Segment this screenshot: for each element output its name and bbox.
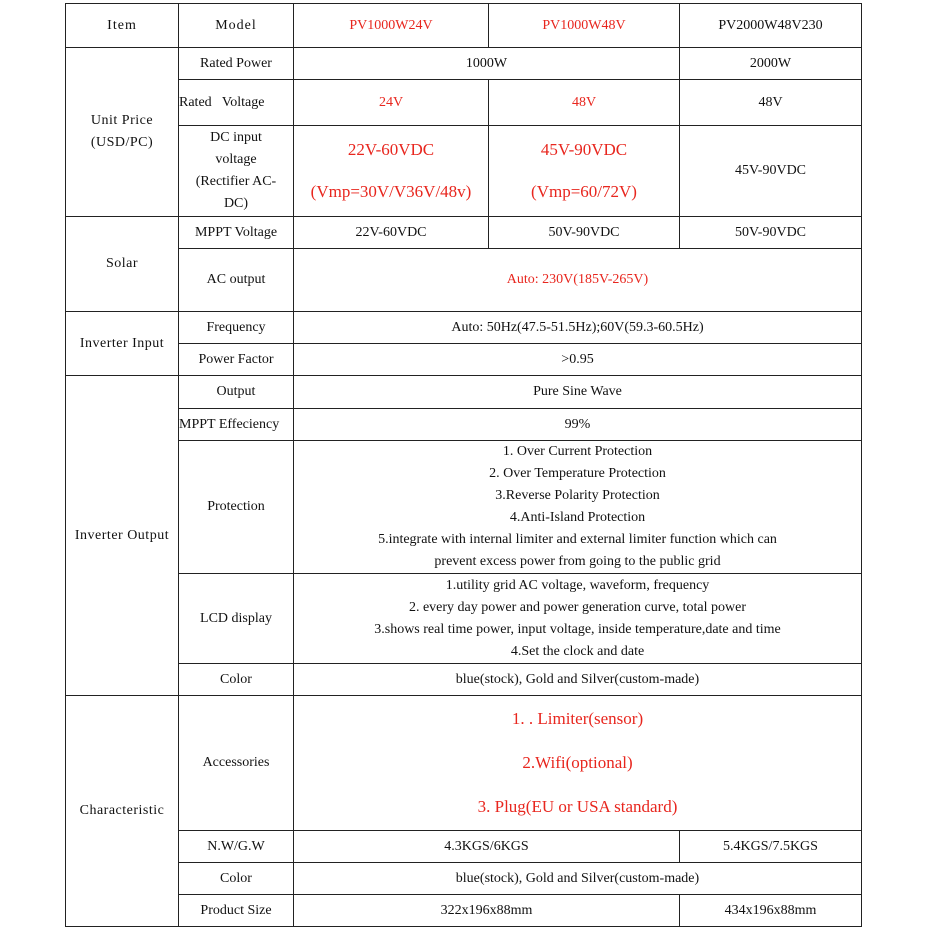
header-row: [66, 4, 862, 48]
protection-item-5-cont: prevent excess power from going to the public grid: [434, 554, 721, 569]
rated-voltage-48v: 48V: [489, 80, 680, 126]
rated-voltage-row: [66, 80, 862, 126]
rated-power-label: Rated Power: [179, 48, 294, 80]
dc-input-label-2: voltage: [215, 152, 257, 167]
accessories-row: [66, 696, 862, 831]
mppt-voltage-48v: 50V-90VDC: [489, 217, 680, 249]
ac-output-value: Auto: 230V(185V-265V): [294, 249, 862, 312]
header-model-pv2000w48v230: PV2000W48V230: [680, 4, 862, 48]
accessory-item-2: 2.Wifi(optional): [522, 753, 633, 772]
nw-gw-2000w: 5.4KGS/7.5KGS: [680, 831, 862, 863]
lcd-item-3: 3.shows real time power, input voltage, inside temperature,date and time: [374, 621, 781, 637]
product-size-label: Product Size: [179, 895, 294, 927]
mppt-efficiency-label: MPPT Effeciency: [179, 409, 294, 441]
output-row: [66, 376, 862, 409]
product-size-row: [66, 895, 862, 927]
nw-gw-1000w: 4.3KGS/6KGS: [294, 831, 680, 863]
frequency-row: [66, 312, 862, 344]
protection-item-5: 5.integrate with internal limiter and external limiter function which can: [378, 532, 777, 547]
protection-item-4: 4.Anti-Island Protection: [509, 510, 646, 525]
mppt-voltage-2000: 50V-90VDC: [680, 217, 862, 249]
output-color-label: Color: [179, 664, 294, 696]
section-inverter-input: Inverter Input: [66, 312, 179, 376]
lcd-display-list: [294, 574, 862, 664]
frequency-label: Frequency: [179, 312, 294, 344]
lcd-display-row: [66, 574, 862, 664]
rated-voltage-label: Rated Voltage: [179, 80, 294, 126]
lcd-item-4: 4.Set the clock and date: [510, 643, 645, 659]
accessory-item-3: 3. Plug(EU or USA standard): [477, 797, 678, 816]
nw-gw-label: N.W/G.W: [179, 831, 294, 863]
power-factor-label: Power Factor: [179, 344, 294, 376]
section-solar: Solar: [66, 217, 179, 312]
nw-gw-row: [66, 831, 862, 863]
spec-table: [65, 3, 862, 927]
output-label: Output: [179, 376, 294, 409]
protection-row: [66, 441, 862, 574]
power-factor-value: >0.95: [294, 344, 862, 376]
dc-input-label: [179, 126, 294, 217]
dc-input-24v: [294, 126, 489, 217]
header-model: Model: [179, 4, 294, 48]
accessories-list: [294, 696, 862, 831]
accessory-item-1: 1. . Limiter(sensor): [511, 709, 644, 728]
char-color-row: [66, 863, 862, 895]
ac-output-label: AC output: [179, 249, 294, 312]
section-unit-price-line2: (USD/PC): [90, 135, 154, 150]
power-factor-row: [66, 344, 862, 376]
section-characteristic: Characteristic: [66, 696, 179, 927]
dc-input-label-1: DC input: [210, 130, 262, 145]
section-unit-price-line1: Unit Price: [90, 113, 154, 128]
protection-item-2: 2. Over Temperature Protection: [489, 466, 666, 481]
header-model-pv1000w48v: PV1000W48V: [489, 4, 680, 48]
dc-input-24v-range: 22V-60VDC: [347, 140, 435, 159]
rated-voltage-24v: 24V: [294, 80, 489, 126]
section-inverter-output: Inverter Output: [66, 376, 179, 696]
protection-list: [294, 441, 862, 574]
char-color-value: blue(stock), Gold and Silver(custom-made): [294, 863, 862, 895]
ac-output-row: [66, 249, 862, 312]
protection-item-3: 3.Reverse Polarity Protection: [495, 488, 660, 503]
header-model-pv1000w24v: PV1000W24V: [294, 4, 489, 48]
frequency-value: Auto: 50Hz(47.5-51.5Hz);60V(59.3-60.5Hz): [294, 312, 862, 344]
lcd-item-1: 1.utility grid AC voltage, waveform, frequency: [445, 577, 710, 593]
section-unit-price: [66, 48, 179, 217]
dc-input-24v-vmp: (Vmp=30V/V36V/48v): [310, 182, 472, 201]
output-color-row: [66, 664, 862, 696]
dc-input-48v-vmp: (Vmp=60/72V): [531, 182, 637, 201]
output-value: Pure Sine Wave: [294, 376, 862, 409]
dc-input-48v: [489, 126, 680, 217]
dc-input-label-3: (Rectifier AC-: [195, 174, 277, 189]
mppt-voltage-row: [66, 217, 862, 249]
output-color-value: blue(stock), Gold and Silver(custom-made): [294, 664, 862, 696]
mppt-efficiency-value: 99%: [294, 409, 862, 441]
accessories-label: Accessories: [179, 696, 294, 831]
mppt-voltage-24v: 22V-60VDC: [294, 217, 489, 249]
lcd-display-label: LCD display: [179, 574, 294, 664]
rated-power-2000w: 2000W: [680, 48, 862, 80]
dc-input-48v-range: 45V-90VDC: [540, 140, 628, 159]
dc-input-row: [66, 126, 862, 217]
char-color-label: Color: [179, 863, 294, 895]
dc-input-2000: 45V-90VDC: [680, 126, 862, 217]
mppt-efficiency-row: [66, 409, 862, 441]
product-size-2000w: 434x196x88mm: [680, 895, 862, 927]
rated-power-row: [66, 48, 862, 80]
rated-voltage-48v-2000: 48V: [680, 80, 862, 126]
lcd-item-2: 2. every day power and power generation curve, total power: [408, 599, 747, 615]
dc-input-label-4: DC): [223, 196, 249, 211]
header-item: Item: [66, 4, 179, 48]
protection-label: Protection: [179, 441, 294, 574]
product-size-1000w: 322x196x88mm: [294, 895, 680, 927]
mppt-voltage-label: MPPT Voltage: [179, 217, 294, 249]
rated-power-1000w: 1000W: [294, 48, 680, 80]
protection-item-1: 1. Over Current Protection: [502, 444, 653, 459]
